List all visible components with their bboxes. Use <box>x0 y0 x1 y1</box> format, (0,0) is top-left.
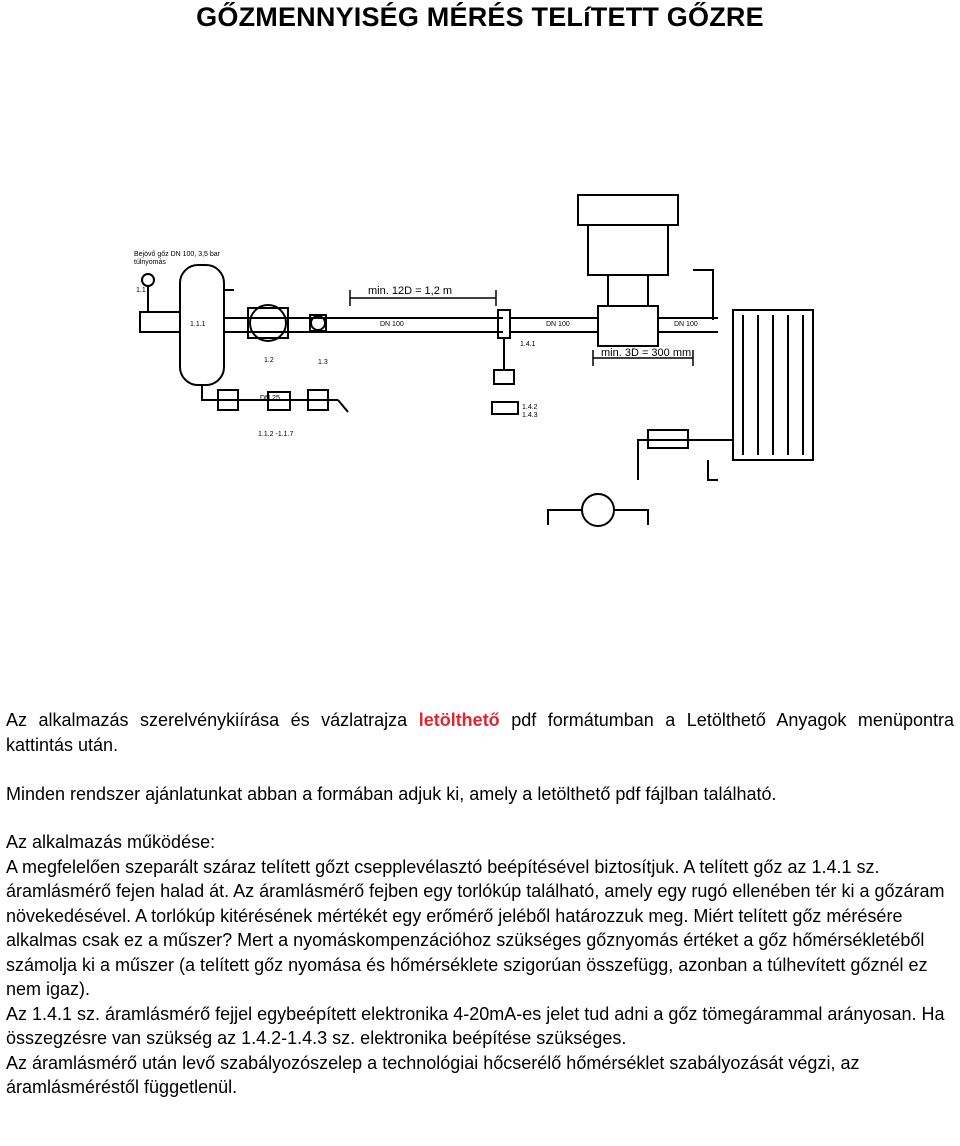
valve-actuator <box>588 225 668 275</box>
download-text-after: pdf formátumban a Letölthető Anyagok menüpontra kattintás után. <box>6 710 954 755</box>
tag-1-1-2-1-1-7: 1.1.2 -1.1.7 <box>258 431 294 438</box>
tag-1-1: 1.1 <box>136 287 146 294</box>
control-valve <box>598 306 658 346</box>
dn100-label-b: DN 100 <box>546 321 570 328</box>
piping-diagram <box>118 180 838 550</box>
download-paragraph <box>6 708 954 757</box>
display-unit <box>492 402 518 414</box>
page-title: GŐZMENNYISÉG MÉRÉS TELíTETT GŐZRE <box>196 2 764 32</box>
tag-1-3: 1.3 <box>318 359 328 366</box>
inlet-label-1: Bejövő gőz DN 100, 3,5 bar <box>134 251 220 258</box>
operation-heading: Az alkalmazás működése: <box>6 832 216 852</box>
operation-body-2: Az 1.4.1 sz. áramlásmérő fejjel egybeépített elektronika 4-20mA-es jelet tud adni a gőz tömegárammal arányosan. Ha összegzésre van szükség az 1.4.2-1.4.3 sz. elektronika beépítése szükséges. <box>6 1003 945 1048</box>
steam-trap-icon <box>582 494 614 526</box>
operation-section <box>6 830 954 1100</box>
tag-1-4-1: 1.4.1 <box>520 341 536 348</box>
pressure-gauge-icon <box>142 274 154 286</box>
inlet-pipe <box>140 312 180 332</box>
flowmeter-flange <box>498 310 510 338</box>
inlet-label-2: túlnyomás <box>134 259 166 266</box>
download-text-before: Az alkalmazás szerelvénykiírása és vázlatrajza <box>6 710 419 730</box>
dn100-label-a: DN 100 <box>380 321 404 328</box>
tag-1-4-3: 1.4.3 <box>522 412 538 419</box>
flowmeter-electronics <box>494 370 514 384</box>
tag-1-1-1: 1.1.1 <box>190 321 206 328</box>
operation-body-3: Az áramlásmérő után levő szabályozószelep a technológiai hőcserélő hőmérséklet szabályozását végzi, az áramlásméréstől függetlenül. <box>6 1052 860 1097</box>
download-link[interactable]: letölthető <box>418 710 500 730</box>
operation-body: A megfelelően szeparált száraz telített gőzt csepplevélasztó beépítésével biztosítjuk. A telített gőz az 1.4.1 sz. áramlásmérő fejen halad át. Az áramlásmérő fejben egy torlókúp található, amely egy rugó ellenében tér ki a gőzáram növekedésével. A torlókúp kitérésének mértékét egy erőmérő jeléből határozzuk meg. Miért telített gőz mérésére alkalmas csak ez a műszer? Mert a nyomáskompenzációhoz szükséges gőznyomás értéket a gőz hőmérsékletéből számolja ki a műszer (a telített gőz nyomása és hőmérséklete szigorúan összefügg, azonban a túlhevített gőznél ez nem igaz). <box>6 856 945 999</box>
dim-3d-label: min. 3D = 300 mm <box>601 347 692 359</box>
dn100-label-c: DN 100 <box>674 321 698 328</box>
tag-1-4-2: 1.4.2 <box>522 404 538 411</box>
dn25-label: DN 25 <box>260 395 280 402</box>
dim-12d-label: min. 12D = 1,2 m <box>368 285 453 297</box>
offer-paragraph: Minden rendszer ajánlatunkat abban a formában adjuk ki, amely a letölthető pdf fájlban található. <box>6 784 777 804</box>
tag-1-2: 1.2 <box>264 357 274 364</box>
strainer-icon <box>250 305 286 341</box>
